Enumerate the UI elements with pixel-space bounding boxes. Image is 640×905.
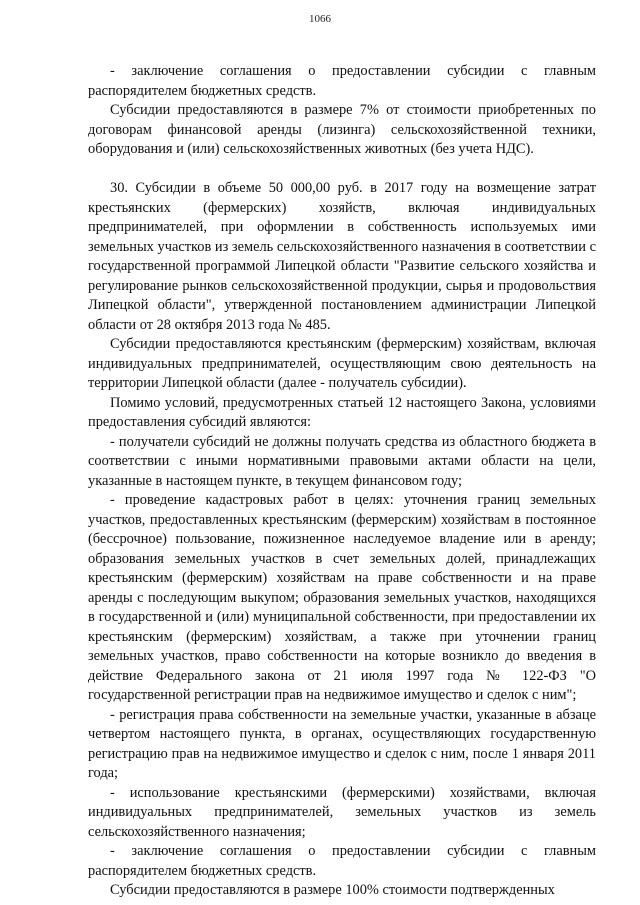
paragraph: Субсидии предоставляются в размере 7% от стоимости приобретенных по договорам финансовой аренды (лизинга) сельскохозяйственной техники, оборудования и (или) сельскохозяйственных животных (без учета НДС).	[88, 102, 596, 157]
paragraph: - использование крестьянскими (фермерскими) хозяйствами, включая индивидуальных предпринимателей, земельных участков из земель сельскохозяйственного назначения;	[88, 784, 596, 840]
paragraph: - заключение соглашения о предоставлении субсидии с главным распорядителем бюджетных средств.	[88, 63, 596, 99]
document-body	[88, 62, 596, 901]
paragraph: - заключение соглашения о предоставлении субсидии с главным распорядителем бюджетных средств.	[88, 843, 596, 879]
paragraph: Субсидии предоставляются в размере 100% стоимости подтвержденных	[110, 882, 555, 898]
paragraph: - регистрация права собственности на земельные участки, указанные в абзаце четвертом настоящего пункта, в органах, осуществляющих государственную регистрацию прав на недвижимое имущество и сделок с ним, после 1 января 2011 года;	[88, 706, 596, 781]
paragraph-section-30: 30. Субсидии в объеме 50 000,00 руб. в 2017 году на возмещение затрат крестьянских (фермерских) хозяйств, включая индивидуальных предпринимателей, при оформлении в собственность используемых ими земельных участков из земель сельскохозяйственного назначения в соответствии с государственной программой Липецкой области "Развитие сельского хозяйства и регулирование рынков сельскохозяйственной продукции, сырья и продовольствия Липецкой области", утвержденной постановлением администрации Липецкой области от 28 октября 2013 года № 485.	[88, 180, 596, 333]
paragraph: Субсидии предоставляются крестьянским (фермерским) хозяйствам, включая индивидуальных предпринимателей, осуществляющим свою деятельность на территории Липецкой области (далее - получатель субсидии).	[88, 336, 596, 391]
paragraph: - получатели субсидий не должны получать средства из областного бюджета в соответствии с иными нормативными правовыми актами области на цели, указанные в настоящем пункте, в текущем финансовом году;	[88, 433, 596, 489]
paragraph: - проведение кадастровых работ в целях: уточнения границ земельных участков, предоставленных крестьянским (фермерским) хозяйствам в постоянное (бессрочное) пользование, пожизненное наследуемое владение или в аренду; образования земельных участков в счет земельных долей, принадлежащих крестьянским (фермерским) хозяйствам на праве собственности и на праве аренды с последующим выкупом; образования земельных участков, находящихся в государственной и (или) муниципальной собственности, при предоставлении их крестьянским (фермерским) хозяйствам, а также при уточнении границ земельных участков, право собственности на которые возникло до введения в действие Федерального закона от 21 июля 1997 года № 122-ФЗ "О государственной регистрации прав на недвижимое имущество и сделок с ним";	[88, 492, 596, 703]
page-number: 1066	[309, 13, 331, 25]
paragraph-spacer	[88, 160, 596, 180]
paragraph: Помимо условий, предусмотренных статьей 12 настоящего Закона, условиями предоставления субсидий являются:	[88, 394, 596, 430]
